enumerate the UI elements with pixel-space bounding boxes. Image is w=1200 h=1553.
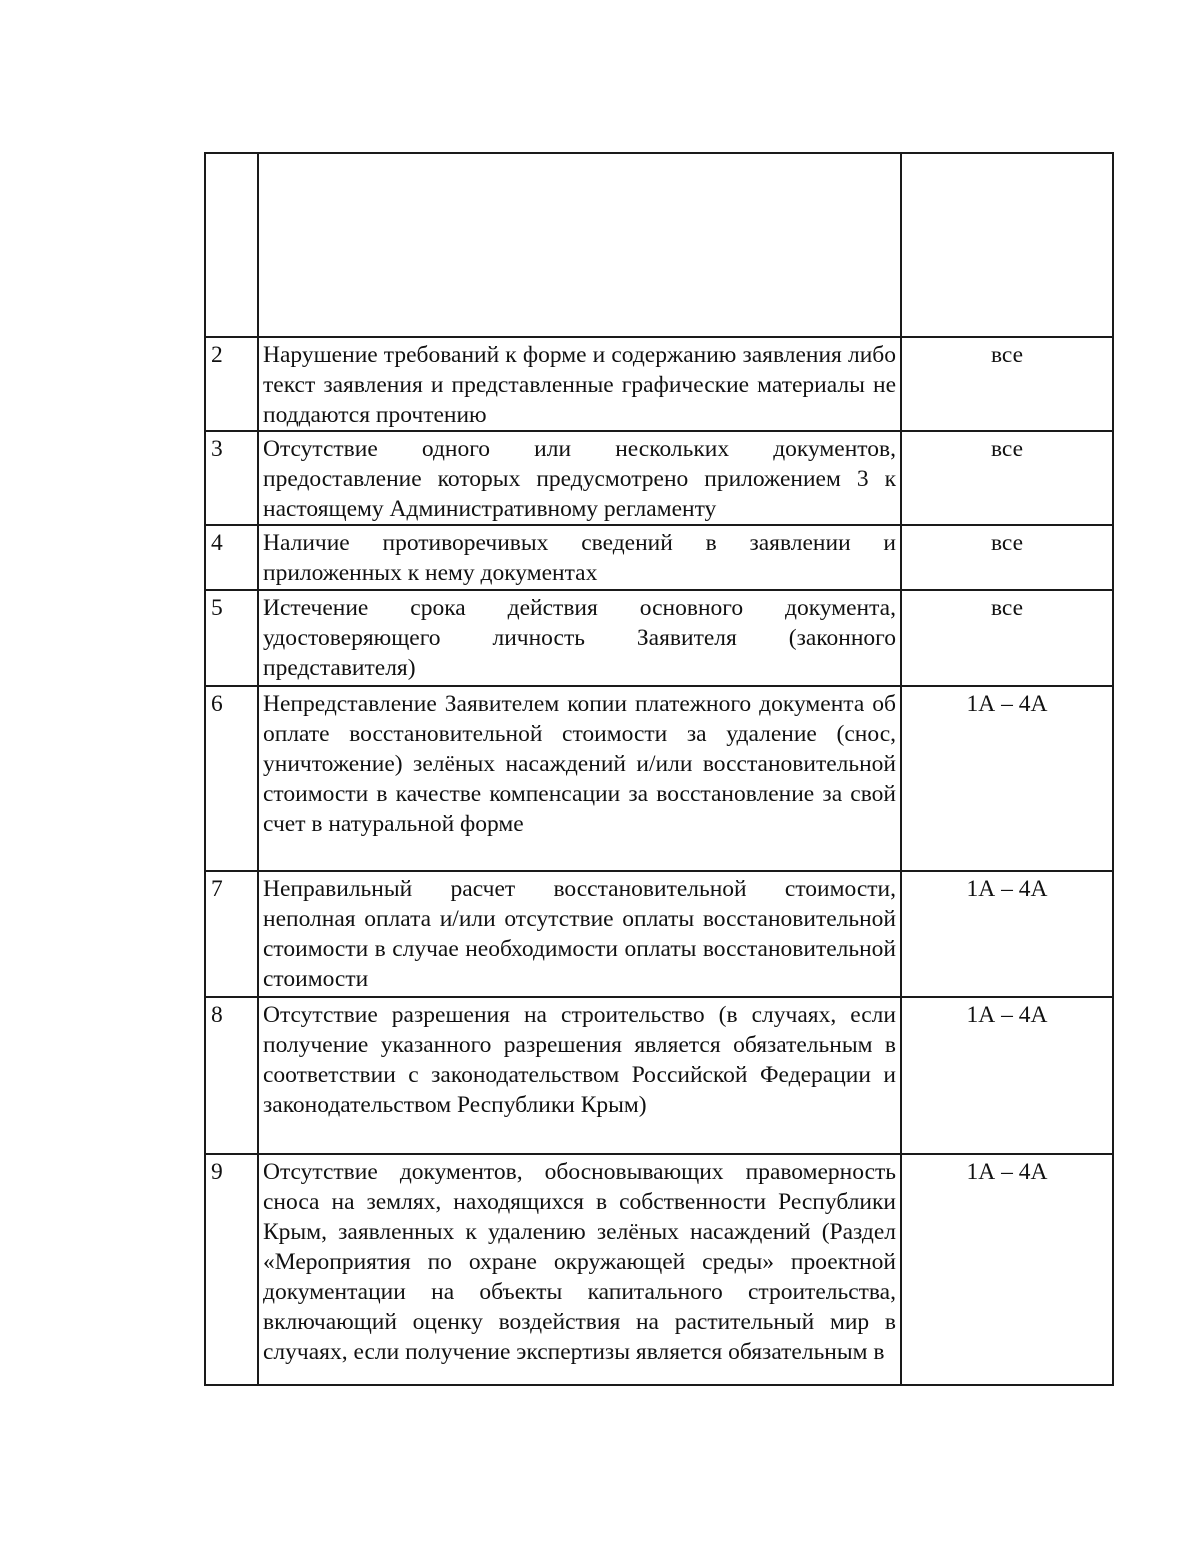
table-row xyxy=(205,1154,1113,1385)
row-number: 8 xyxy=(205,997,258,1154)
row-number: 6 xyxy=(205,686,258,871)
row-text: Отсутствие документов, обосновывающих правомерность сноса на землях, находящихся в собственности Республики Крым, заявленных к удалению зелёных насаждений (Раздел «Мероприятия по охране окружающей среды» проектной документации на объекты капитального строительства, включающий оценку воздействия на растительный мир в случаях, если получение экспертизы является обязательным в xyxy=(263,1159,896,1365)
row-number: 9 xyxy=(205,1154,258,1385)
table-row xyxy=(205,525,1113,590)
row-text: Нарушение требований к форме и содержанию заявления либо текст заявления и представленные графические материалы не поддаются прочтению xyxy=(258,337,901,431)
row-category-cell xyxy=(901,153,1113,337)
row-text: Непредставление Заявителем копии платежного документа об оплате восстановительной стоимости за удаление (снос, уничтожение) зелёных насаждений и/или восстановительной стоимости в качестве компенсации за восстановление за свой счет в натуральной форме xyxy=(258,686,901,871)
row-number: 5 xyxy=(205,590,258,686)
row-text: Истечение срока действия основного документа, удостоверяющего личность Заявителя (законного представителя) xyxy=(258,590,901,686)
row-category: все xyxy=(901,590,1113,686)
refusal-grounds-table xyxy=(204,152,1114,1386)
row-category: 1А – 4А xyxy=(901,997,1113,1154)
row-text: Наличие противоречивых сведений в заявлении и приложенных к нему документах xyxy=(258,525,901,590)
row-category: 1А – 4А xyxy=(901,686,1113,871)
table-row xyxy=(205,871,1113,997)
row-text: Отсутствие разрешения на строительство (в случаях, если получение указанного разрешения является обязательным в соответствии с законодательством Российской Федерации и законодательством Республики Крым) xyxy=(258,997,901,1154)
row-text: Неправильный расчет восстановительной стоимости, неполная оплата и/или отсутствие оплаты восстановительной стоимости в случае необходимости оплаты восстановительной стоимости xyxy=(258,871,901,997)
row-number: 3 xyxy=(205,431,258,525)
table-row xyxy=(205,337,1113,431)
row-number: 2 xyxy=(205,337,258,431)
table-row xyxy=(205,997,1113,1154)
row-category: 1А – 4А xyxy=(901,1154,1113,1385)
table-row xyxy=(205,686,1113,871)
table-row xyxy=(205,431,1113,525)
row-category: все xyxy=(901,525,1113,590)
table-row xyxy=(205,590,1113,686)
row-category: все xyxy=(901,431,1113,525)
row-category: 1А – 4А xyxy=(901,871,1113,997)
row-text-cell xyxy=(258,153,901,337)
row-number-cell xyxy=(205,153,258,337)
row-category: все xyxy=(901,337,1113,431)
row-number: 4 xyxy=(205,525,258,590)
row-text-cell xyxy=(258,1154,901,1385)
row-text: Отсутствие одного или нескольких документов, предоставление которых предусмотрено приложением 3 к настоящему Административному регламенту xyxy=(258,431,901,525)
table-row-continuation xyxy=(205,153,1113,337)
row-number: 7 xyxy=(205,871,258,997)
